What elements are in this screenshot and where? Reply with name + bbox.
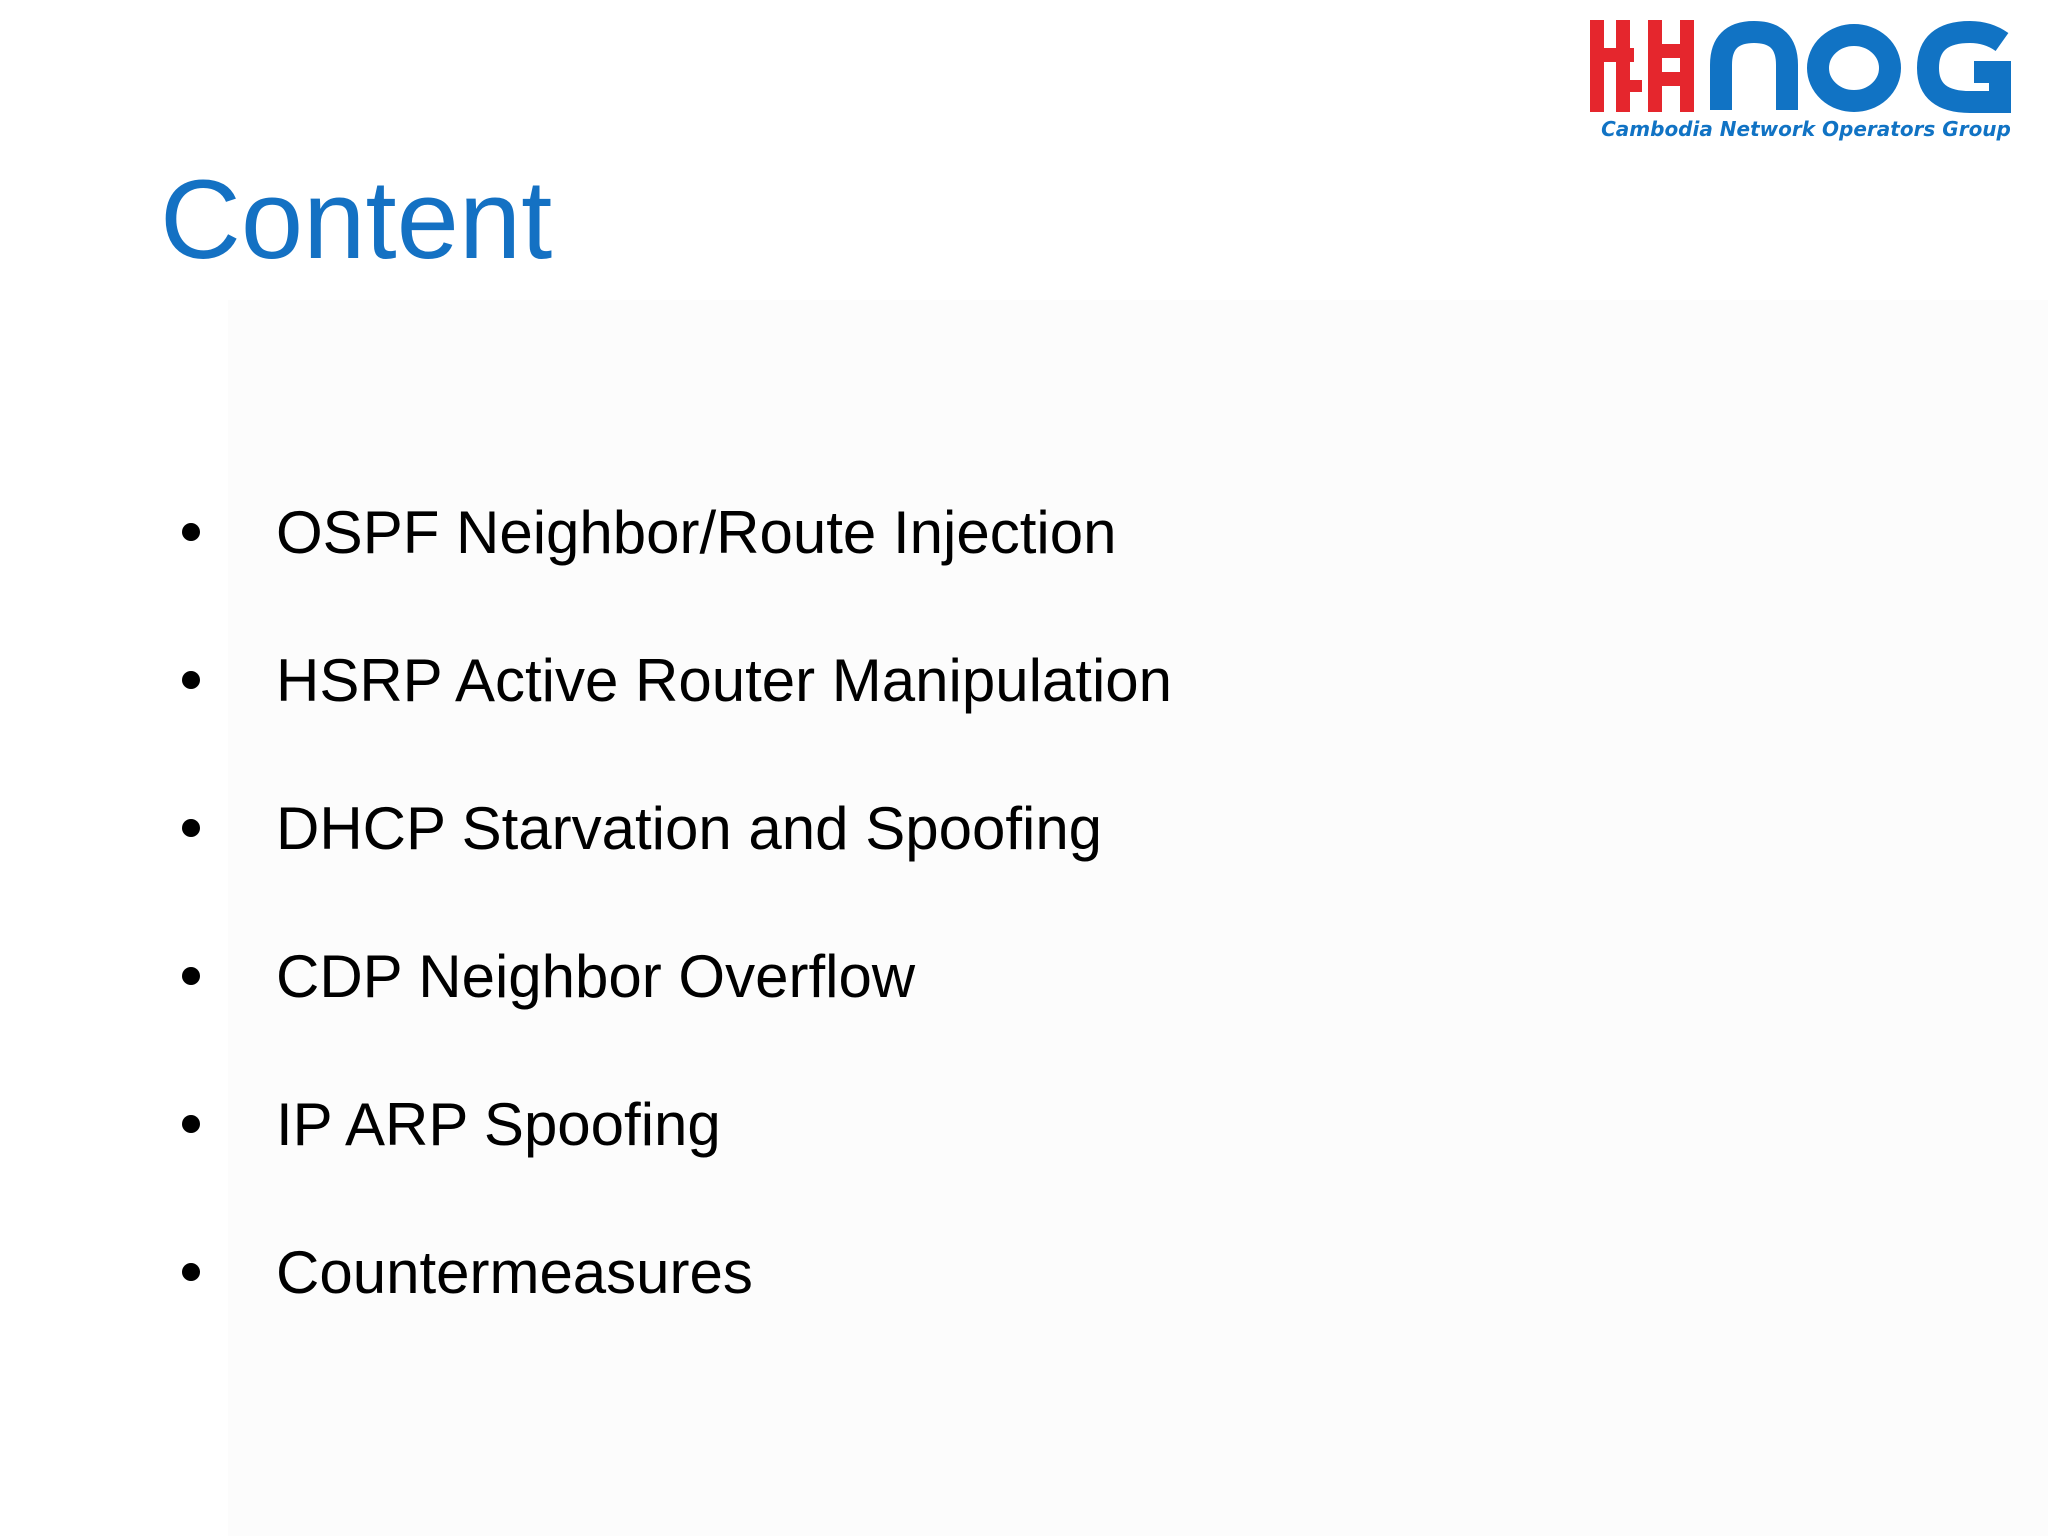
- bullet-text: IP ARP Spoofing: [276, 1090, 721, 1158]
- bullet-dot-icon: [182, 967, 200, 985]
- bullet-item: [172, 754, 1172, 902]
- bullet-list: [172, 458, 1172, 1346]
- bullet-dot-icon: [182, 1115, 200, 1133]
- bullet-text: HSRP Active Router Manipulation: [276, 646, 1173, 714]
- bullet-dot-icon: [182, 523, 200, 541]
- bullet-text: OSPF Neighbor/Route Injection: [276, 498, 1117, 566]
- slide-title: Content: [160, 157, 553, 282]
- bullet-item: [172, 902, 1172, 1050]
- bullet-item: [172, 606, 1172, 754]
- bullet-dot-icon: [182, 671, 200, 689]
- bullet-text: Countermeasures: [276, 1238, 753, 1306]
- khnog-logo-icon: [1586, 10, 2026, 120]
- bullet-dot-icon: [182, 819, 200, 837]
- bullet-text: DHCP Starvation and Spoofing: [276, 794, 1103, 862]
- bullet-dot-icon: [182, 1263, 200, 1281]
- bullet-item: [172, 1198, 1172, 1346]
- bullet-text: CDP Neighbor Overflow: [276, 942, 916, 1010]
- bullet-item: [172, 458, 1172, 606]
- khnog-logo: [1586, 10, 2026, 155]
- bullet-item: [172, 1050, 1172, 1198]
- logo-tagline: Cambodia Network Operators Group: [1601, 117, 2011, 141]
